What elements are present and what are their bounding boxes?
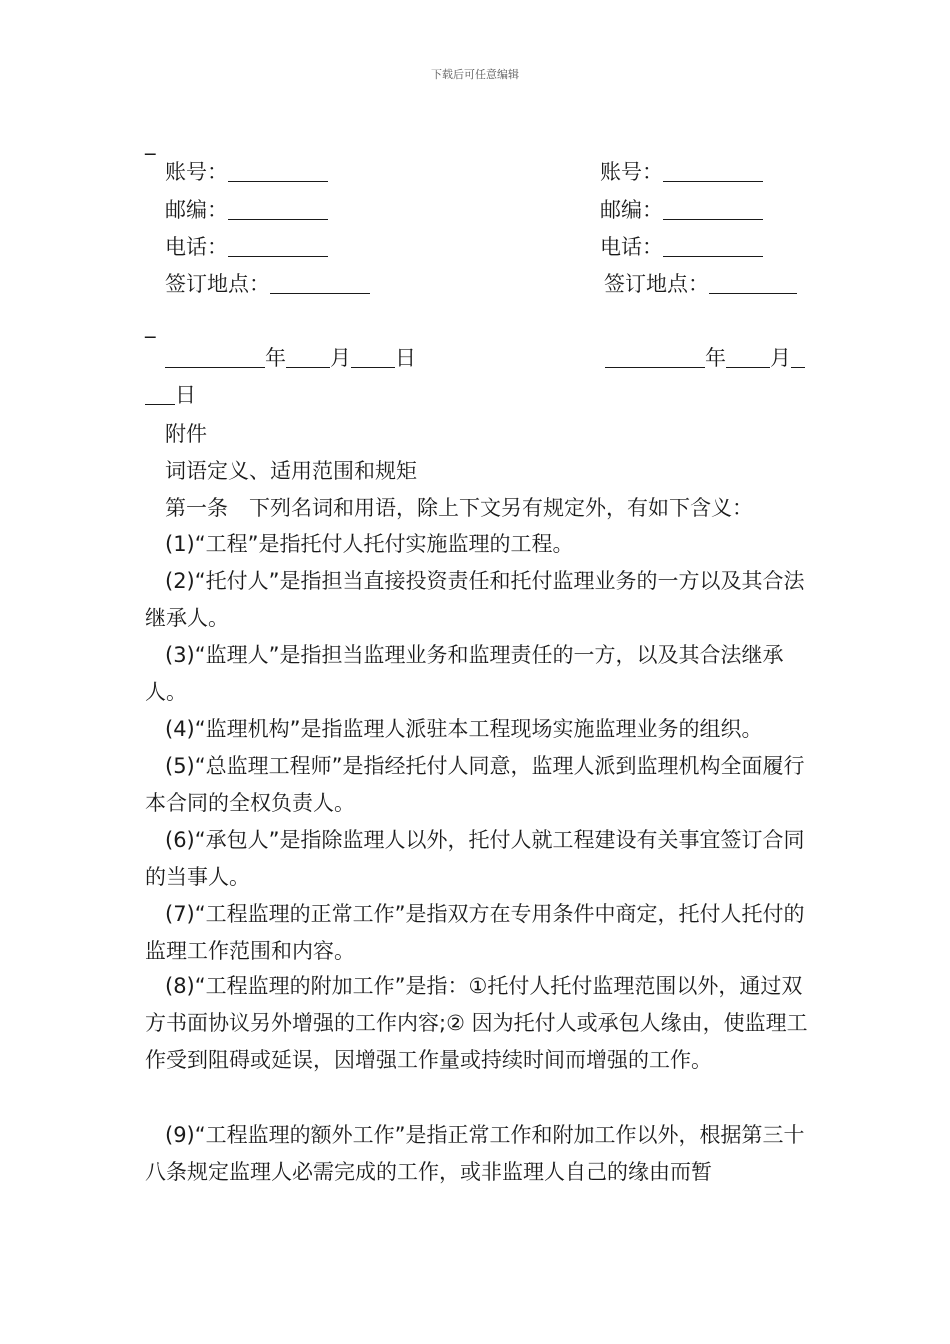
definition-text: (4)“监理机构”是指监理人派驻本工程现场实施监理业务的组织。 [165, 717, 763, 741]
definition-text: (2)“托付人”是指担当直接投资责任和托付监理业务的一方以及其合法继承人。 [145, 569, 805, 630]
section-title: 词语定义、适用范围和规矩 [165, 459, 417, 483]
left-phone-row [165, 232, 328, 262]
definition-text: (6)“承包人”是指除监理人以外，托付人就工程建设有关事宜签订合同的当事人。 [145, 828, 805, 889]
phone-blank [228, 236, 328, 257]
stray-dash: _ [145, 131, 156, 155]
stray-dash: _ [145, 314, 156, 338]
account-blank [663, 161, 763, 182]
account-label: 账号： [600, 160, 663, 184]
definition-item-2 [145, 563, 810, 637]
postcode-label: 邮编： [600, 198, 663, 222]
month-label: 月 [770, 346, 791, 370]
left-sign-place-row [165, 269, 370, 299]
day-blank [351, 347, 395, 368]
article-1: 第一条 下列名词和用语，除上下文另有规定外，有如下含义： [165, 496, 753, 520]
right-sign-place-row [604, 269, 797, 299]
phone-blank [663, 236, 763, 257]
day-label: 日 [395, 346, 416, 370]
phone-label: 电话： [165, 235, 228, 259]
definition-item-7 [145, 896, 810, 970]
definition-item-1 [145, 526, 810, 563]
day-blank-part [791, 347, 805, 368]
year-label: 年 [265, 346, 286, 370]
postcode-blank [228, 199, 328, 220]
definition-item-8 [145, 968, 810, 1079]
year-blank [605, 347, 705, 368]
month-blank [726, 347, 770, 368]
sign-place-blank [709, 273, 797, 294]
left-postcode-row [165, 195, 328, 225]
postcode-blank [663, 199, 763, 220]
sign-place-label: 签订地点： [604, 272, 709, 296]
definition-text: (8)“工程监理的附加工作”是指：①托付人托付监理范围以外，通过双方书面协议另外增强的工作内容;② 因为托付人或承包人缘由，使监理工作受到阻碍或延误，因增强工作量或持续时间而增强的工作。 [145, 974, 808, 1072]
postcode-label: 邮编： [165, 198, 228, 222]
definition-text: (5)“总监理工程师”是指经托付人同意，监理人派到监理机构全面履行本合同的全权负责人。 [145, 754, 805, 815]
right-phone-row [600, 232, 763, 262]
right-date-wrap [145, 380, 196, 410]
attachment-heading: 附件 [165, 422, 207, 446]
left-account-row [165, 157, 328, 187]
year-label: 年 [705, 346, 726, 370]
account-label: 账号： [165, 160, 228, 184]
right-date-row [605, 343, 805, 373]
definition-item-4 [145, 711, 810, 748]
definition-text: (3)“监理人”是指担当监理业务和监理责任的一方，以及其合法继承人。 [145, 643, 784, 704]
definition-text: (9)“工程监理的额外工作”是指正常工作和附加工作以外，根据第三十八条规定监理人必需完成的工作，或非监理人自己的缘由而暂 [145, 1123, 805, 1184]
definition-item-5 [145, 748, 810, 822]
month-blank [286, 347, 330, 368]
right-postcode-row [600, 195, 763, 225]
definition-item-3 [145, 637, 810, 711]
day-label: 日 [175, 383, 196, 407]
left-date-row [165, 343, 416, 373]
year-blank [165, 347, 265, 368]
sign-place-label: 签订地点： [165, 272, 270, 296]
phone-label: 电话： [600, 235, 663, 259]
definition-item-9 [145, 1117, 810, 1191]
account-blank [228, 161, 328, 182]
definition-text: (1)“工程”是指托付人托付实施监理的工程。 [165, 532, 574, 556]
definition-item-6 [145, 822, 810, 896]
page-header: 下载后可任意编辑 [431, 68, 519, 81]
definition-text: (7)“工程监理的正常工作”是指双方在专用条件中商定，托付人托付的监理工作范围和内容。 [145, 902, 805, 963]
month-label: 月 [330, 346, 351, 370]
right-account-row [600, 157, 763, 187]
sign-place-blank [270, 273, 370, 294]
day-blank-wrap [145, 384, 175, 405]
